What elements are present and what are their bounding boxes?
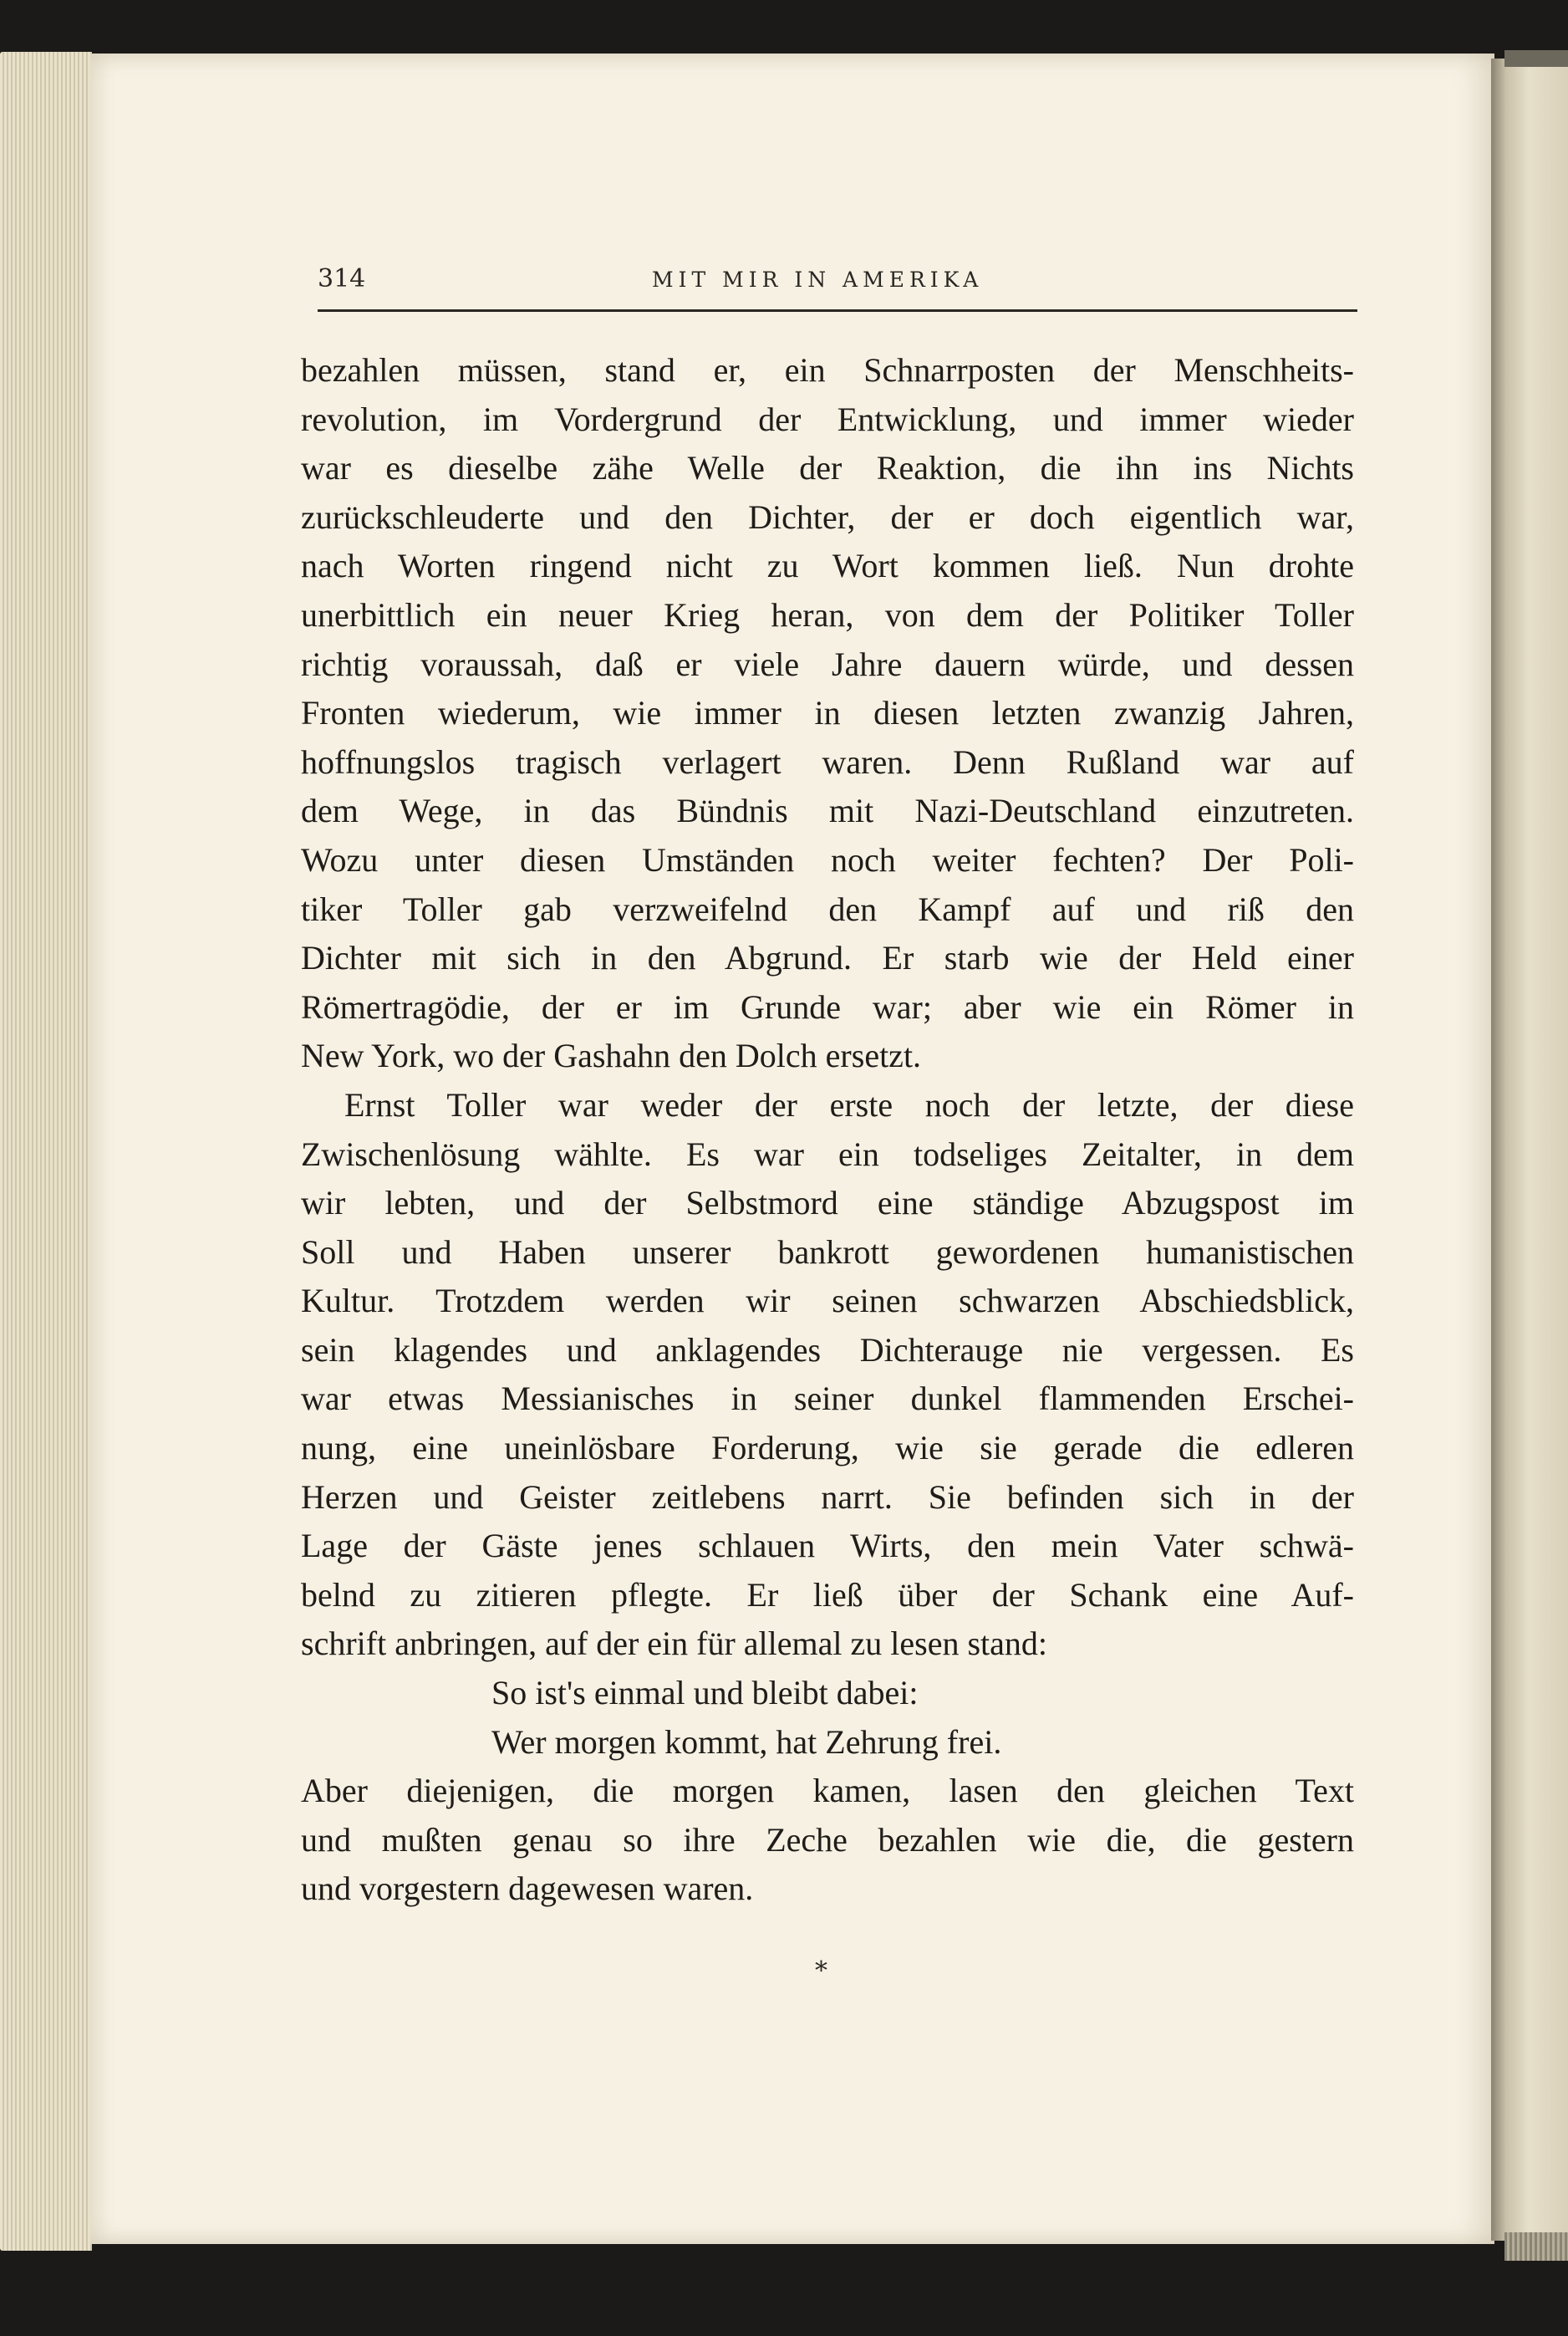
text-line: sein klagendes und anklagendes Dichterauge nie vergessen. Es: [301, 1330, 1354, 1369]
text-line: Römertragödie, der er im Grunde war; aber wie ein Römer in: [301, 987, 1354, 1026]
text-line: unerbittlich ein neuer Krieg heran, von dem der Politiker Toller: [301, 595, 1354, 634]
text-line: Herzen und Geister zeitlebens narrt. Sie befinden sich in der: [301, 1477, 1354, 1516]
text-line: bezahlen müssen, stand er, ein Schnarrposten der Menschheits-: [301, 351, 1354, 389]
running-head: [318, 264, 1357, 312]
text-line: Zwischenlösung wählte. Es war ein todseliges Zeitalter, in dem: [301, 1135, 1354, 1173]
text-line: Fronten wiederum, wie immer in diesen letzten zwanzig Jahren,: [301, 694, 1354, 732]
text-line: nung, eine uneinlösbare Forderung, wie sie gerade die edleren: [301, 1429, 1354, 1467]
paragraph-1: [301, 346, 1354, 1081]
body-text: [301, 346, 1354, 1914]
text-line: Soll und Haben unserer bankrott gewordenen humanistischen: [301, 1232, 1354, 1271]
text-line: Lage der Gäste jenes schlauen Wirts, den mein Vater schwä-: [301, 1527, 1354, 1565]
text-line: war es dieselbe zähe Welle der Reaktion, die ihn ins Nichts: [301, 449, 1354, 487]
text-line: Aber diejenigen, die morgen kamen, lasen den gleichen Text: [301, 1772, 1354, 1810]
text-line: und vorgestern dagewesen waren.: [301, 1869, 754, 1908]
text-line: dem Wege, in das Bündnis mit Nazi-Deutschland einzutreten.: [301, 792, 1354, 830]
cover-edge-bottom: [1504, 2232, 1568, 2261]
text-line: revolution, im Vordergrund der Entwicklung, und immer wieder: [301, 400, 1354, 438]
text-line: richtig voraussah, daß er viele Jahre dauern würde, und dessen: [301, 645, 1354, 683]
text-line: Wozu unter diesen Umständen noch weiter fechten? Der Poli-: [301, 840, 1354, 879]
running-head-title: MIT MIR IN AMERIKA: [652, 268, 984, 292]
text-line: belnd zu zitieren pflegte. Er ließ über der Schank eine Auf-: [301, 1575, 1354, 1614]
text-line: wir lebten, und der Selbstmord eine ständige Abzugspost im: [301, 1184, 1354, 1222]
cover-edge-top: [1504, 50, 1568, 67]
verse-line: Wer morgen kommt, hat Zehrung frei.: [491, 1722, 1002, 1761]
paragraph-2: [301, 1081, 1354, 1669]
next-page-edge: [1491, 59, 1568, 2241]
text-line: New York, wo der Gashahn den Dolch ersetzt.: [301, 1037, 922, 1075]
text-line: nach Worten ringend nicht zu Wort kommen ließ. Nun drohte: [301, 547, 1354, 585]
closing-paragraph: [301, 1767, 1354, 1914]
text-line: tiker Toller gab verzweifelnd den Kampf auf und riß den: [301, 890, 1354, 928]
section-break-asterisk: *: [815, 1956, 827, 1986]
text-line: schrift anbringen, auf der ein für allemal zu lesen stand:: [301, 1624, 1047, 1663]
verse: [301, 1669, 1354, 1767]
text-line: Ernst Toller war weder der erste noch der letzte, der diese: [344, 1085, 1354, 1124]
verse-line: So ist's einmal und bleibt dabei:: [491, 1674, 919, 1712]
page-edges-left: [0, 52, 92, 2251]
text-line: Kultur. Trotzdem werden wir seinen schwarzen Abschiedsblick,: [301, 1282, 1354, 1320]
text-line: und mußten genau so ihre Zeche bezahlen wie die, die gestern: [301, 1820, 1354, 1859]
text-line: zurückschleuderte und den Dichter, der er doch eigentlich war,: [301, 497, 1354, 536]
text-line: Dichter mit sich in den Abgrund. Er starb wie der Held einer: [301, 939, 1354, 977]
page-number: 314: [318, 264, 366, 293]
text-line: war etwas Messianisches in seiner dunkel flammenden Erschei-: [301, 1380, 1354, 1418]
text-line: hoffnungslos tragisch verlagert waren. Denn Rußland war auf: [301, 742, 1354, 781]
